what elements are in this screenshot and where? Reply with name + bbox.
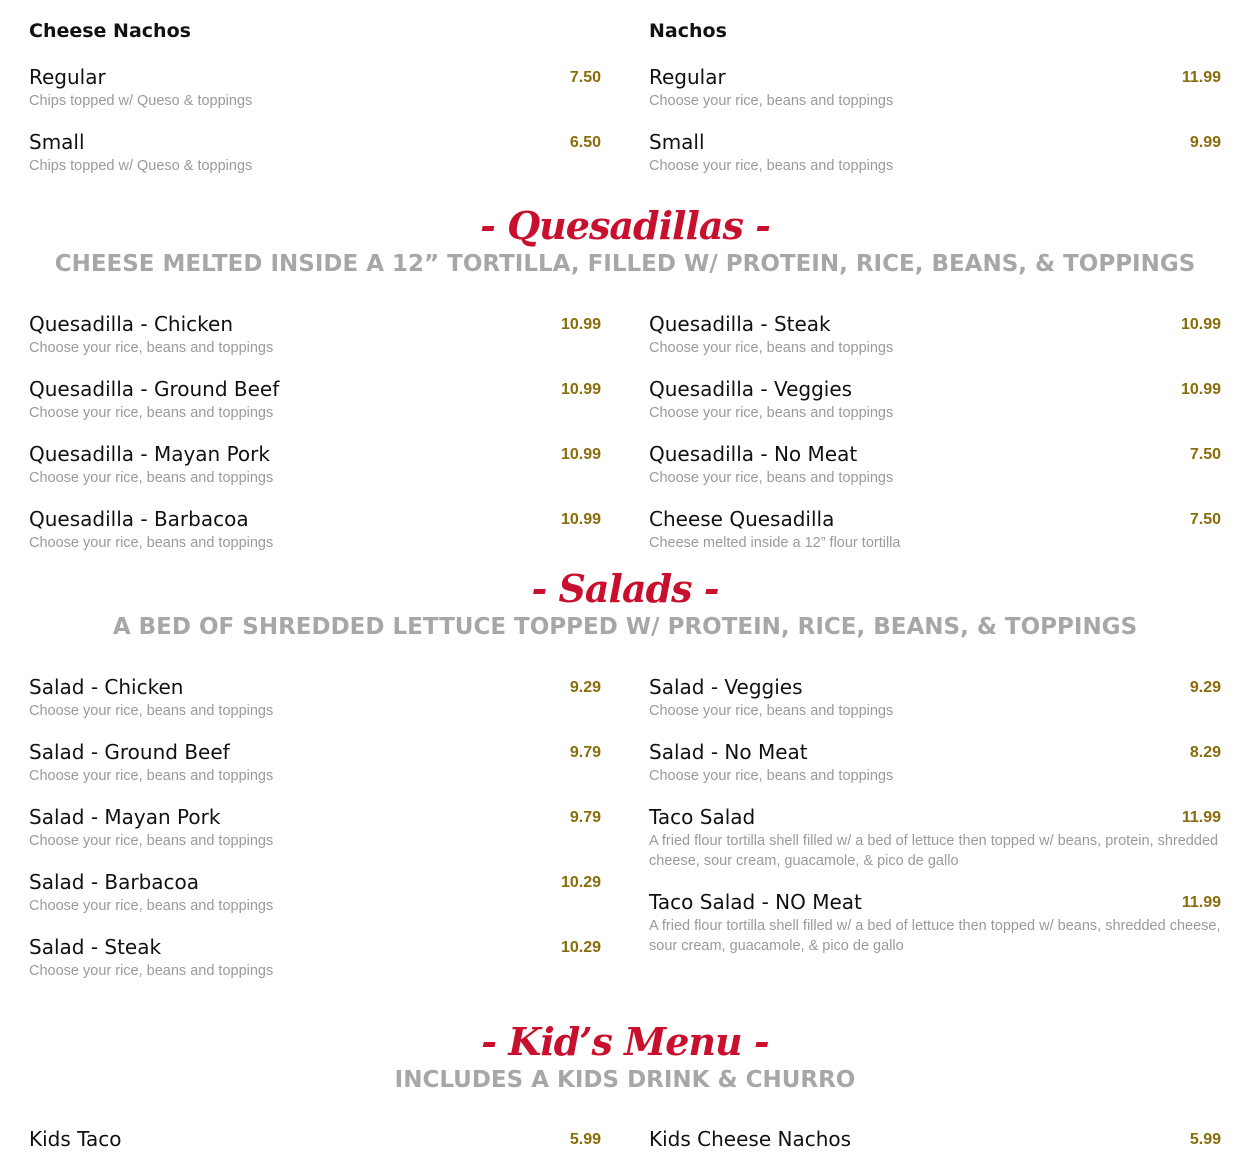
menu-item[interactable] xyxy=(649,311,1221,358)
item-name: Kids Cheese Nachos xyxy=(649,1127,852,1151)
item-price: 10.99 xyxy=(560,446,601,463)
quesadillas-left-column xyxy=(29,311,601,553)
item-name: Quesadilla - Steak xyxy=(649,312,831,336)
menu-item[interactable] xyxy=(29,129,601,176)
salads-header xyxy=(0,567,1250,641)
item-name: Salad - No Meat xyxy=(649,740,808,764)
section-subtitle: INCLUDES A KIDS DRINK & CHURRO xyxy=(394,1067,856,1093)
salads-row xyxy=(29,674,1221,981)
item-name: Taco Salad - NO Meat xyxy=(649,890,862,914)
item-description: Cheese melted inside a 12” flour tortilla xyxy=(649,535,901,551)
item-name: Cheese Quesadilla xyxy=(649,507,835,531)
item-description: Choose your rice, beans and toppings xyxy=(649,470,894,486)
item-name: Quesadilla - Veggies xyxy=(649,377,853,401)
menu-item[interactable] xyxy=(29,804,601,851)
menu-item[interactable] xyxy=(649,506,1221,553)
item-description: Choose your rice, beans and toppings xyxy=(29,963,274,979)
item-description: Chips topped w/ Queso & toppings xyxy=(29,93,253,109)
item-description: Choose your rice, beans and toppings xyxy=(29,340,274,356)
item-price: 8.29 xyxy=(1189,744,1221,761)
item-price: 9.99 xyxy=(1189,134,1221,151)
menu-item[interactable] xyxy=(29,64,601,111)
menu-item[interactable] xyxy=(649,804,1221,871)
menu-item[interactable] xyxy=(649,1126,1221,1152)
item-price: 11.99 xyxy=(1181,894,1221,911)
kids-right-column xyxy=(649,1126,1221,1152)
item-name: Salad - Steak xyxy=(29,935,162,959)
item-name: Regular xyxy=(29,65,106,89)
item-description: Choose your rice, beans and toppings xyxy=(29,535,274,551)
category-title: Cheese Nachos xyxy=(29,20,191,42)
item-price: 9.29 xyxy=(1189,679,1221,696)
kids-menu-row xyxy=(29,1126,1221,1152)
item-price: 5.99 xyxy=(569,1131,601,1148)
menu-item[interactable] xyxy=(29,1126,601,1152)
item-description: Choose your rice, beans and toppings xyxy=(649,405,894,421)
menu-item[interactable] xyxy=(29,674,601,721)
item-description: A fried flour tortilla shell filled w/ a bed of lettuce then topped w/ beans, shredded cheese, sour cream, guacamole, & pico de gallo xyxy=(649,918,1221,954)
salads-right-column xyxy=(649,674,1221,981)
category-title: Nachos xyxy=(649,20,727,42)
cheese-nachos-column xyxy=(29,19,601,176)
item-price: 10.99 xyxy=(560,381,601,398)
item-description: Choose your rice, beans and toppings xyxy=(29,470,274,486)
section-title: - Salads - xyxy=(531,566,719,611)
menu-item[interactable] xyxy=(29,376,601,423)
item-name: Quesadilla - Mayan Pork xyxy=(29,442,270,466)
salads-left-column xyxy=(29,674,601,981)
item-price: 9.79 xyxy=(569,744,601,761)
section-subtitle: CHEESE MELTED INSIDE A 12” TORTILLA, FILLED W/ PROTEIN, RICE, BEANS, & TOPPINGS xyxy=(54,251,1196,277)
menu-item[interactable] xyxy=(649,739,1221,786)
kids-menu-header xyxy=(0,1020,1250,1094)
item-price: 5.99 xyxy=(1189,1131,1221,1148)
item-name: Taco Salad xyxy=(649,805,756,829)
item-price: 11.99 xyxy=(1181,69,1221,86)
item-name: Salad - Veggies xyxy=(649,675,803,699)
item-name: Quesadilla - Ground Beef xyxy=(29,377,280,401)
item-description: Choose your rice, beans and toppings xyxy=(649,703,894,719)
nachos-row xyxy=(29,19,1221,176)
item-description: A fried flour tortilla shell filled w/ a bed of lettuce then topped w/ beans, protein, shredded cheese, sour cream, guacamole, & pico de gallo xyxy=(649,833,1219,869)
item-name: Quesadilla - No Meat xyxy=(649,442,858,466)
menu-item[interactable] xyxy=(649,674,1221,721)
menu-item[interactable] xyxy=(29,506,601,553)
item-name: Regular xyxy=(649,65,726,89)
item-description: Choose your rice, beans and toppings xyxy=(649,340,894,356)
menu-item[interactable] xyxy=(29,311,601,358)
kids-left-column xyxy=(29,1126,601,1152)
menu-item[interactable] xyxy=(29,739,601,786)
item-price: 7.50 xyxy=(569,69,601,86)
quesadillas-row xyxy=(29,311,1221,553)
item-price: 10.99 xyxy=(1180,381,1221,398)
item-description: Choose your rice, beans and toppings xyxy=(29,768,274,784)
menu-item[interactable] xyxy=(29,869,601,916)
nachos-column xyxy=(649,19,1221,176)
item-description: Choose your rice, beans and toppings xyxy=(649,768,894,784)
item-name: Salad - Barbacoa xyxy=(29,870,200,894)
item-price: 10.29 xyxy=(560,874,601,891)
item-price: 7.50 xyxy=(1189,511,1221,528)
item-price: 10.99 xyxy=(1180,316,1221,333)
item-description: Choose your rice, beans and toppings xyxy=(29,833,274,849)
item-name: Quesadilla - Chicken xyxy=(29,312,233,336)
item-name: Small xyxy=(29,130,85,154)
item-price: 7.50 xyxy=(1189,446,1221,463)
quesadillas-header xyxy=(0,204,1250,278)
section-title: - Quesadillas - xyxy=(480,203,770,248)
item-name: Small xyxy=(649,130,705,154)
menu-item[interactable] xyxy=(649,129,1221,176)
item-price: 10.29 xyxy=(560,939,601,956)
item-price: 11.99 xyxy=(1181,809,1221,826)
item-name: Kids Taco xyxy=(29,1127,122,1151)
item-description: Choose your rice, beans and toppings xyxy=(29,703,274,719)
section-subtitle: A BED OF SHREDDED LETTUCE TOPPED W/ PROTEIN, RICE, BEANS, & TOPPINGS xyxy=(112,614,1138,640)
item-name: Salad - Chicken xyxy=(29,675,184,699)
menu-item[interactable] xyxy=(649,889,1221,956)
item-description: Choose your rice, beans and toppings xyxy=(649,158,894,174)
menu-item[interactable] xyxy=(29,934,601,981)
section-title: - Kid’s Menu - xyxy=(481,1019,769,1064)
item-price: 9.29 xyxy=(569,679,601,696)
item-price: 9.79 xyxy=(569,809,601,826)
item-price: 10.99 xyxy=(560,511,601,528)
menu-item[interactable] xyxy=(649,64,1221,111)
item-description: Choose your rice, beans and toppings xyxy=(29,898,274,914)
item-price: 10.99 xyxy=(560,316,601,333)
menu-item[interactable] xyxy=(29,441,601,488)
menu-item[interactable] xyxy=(649,376,1221,423)
menu-item[interactable] xyxy=(649,441,1221,488)
item-name: Salad - Ground Beef xyxy=(29,740,230,764)
item-description: Choose your rice, beans and toppings xyxy=(649,93,894,109)
item-description: Choose your rice, beans and toppings xyxy=(29,405,274,421)
item-name: Quesadilla - Barbacoa xyxy=(29,507,249,531)
item-name: Salad - Mayan Pork xyxy=(29,805,221,829)
quesadillas-right-column xyxy=(649,311,1221,553)
item-price: 6.50 xyxy=(569,134,601,151)
item-description: Chips topped w/ Queso & toppings xyxy=(29,158,253,174)
